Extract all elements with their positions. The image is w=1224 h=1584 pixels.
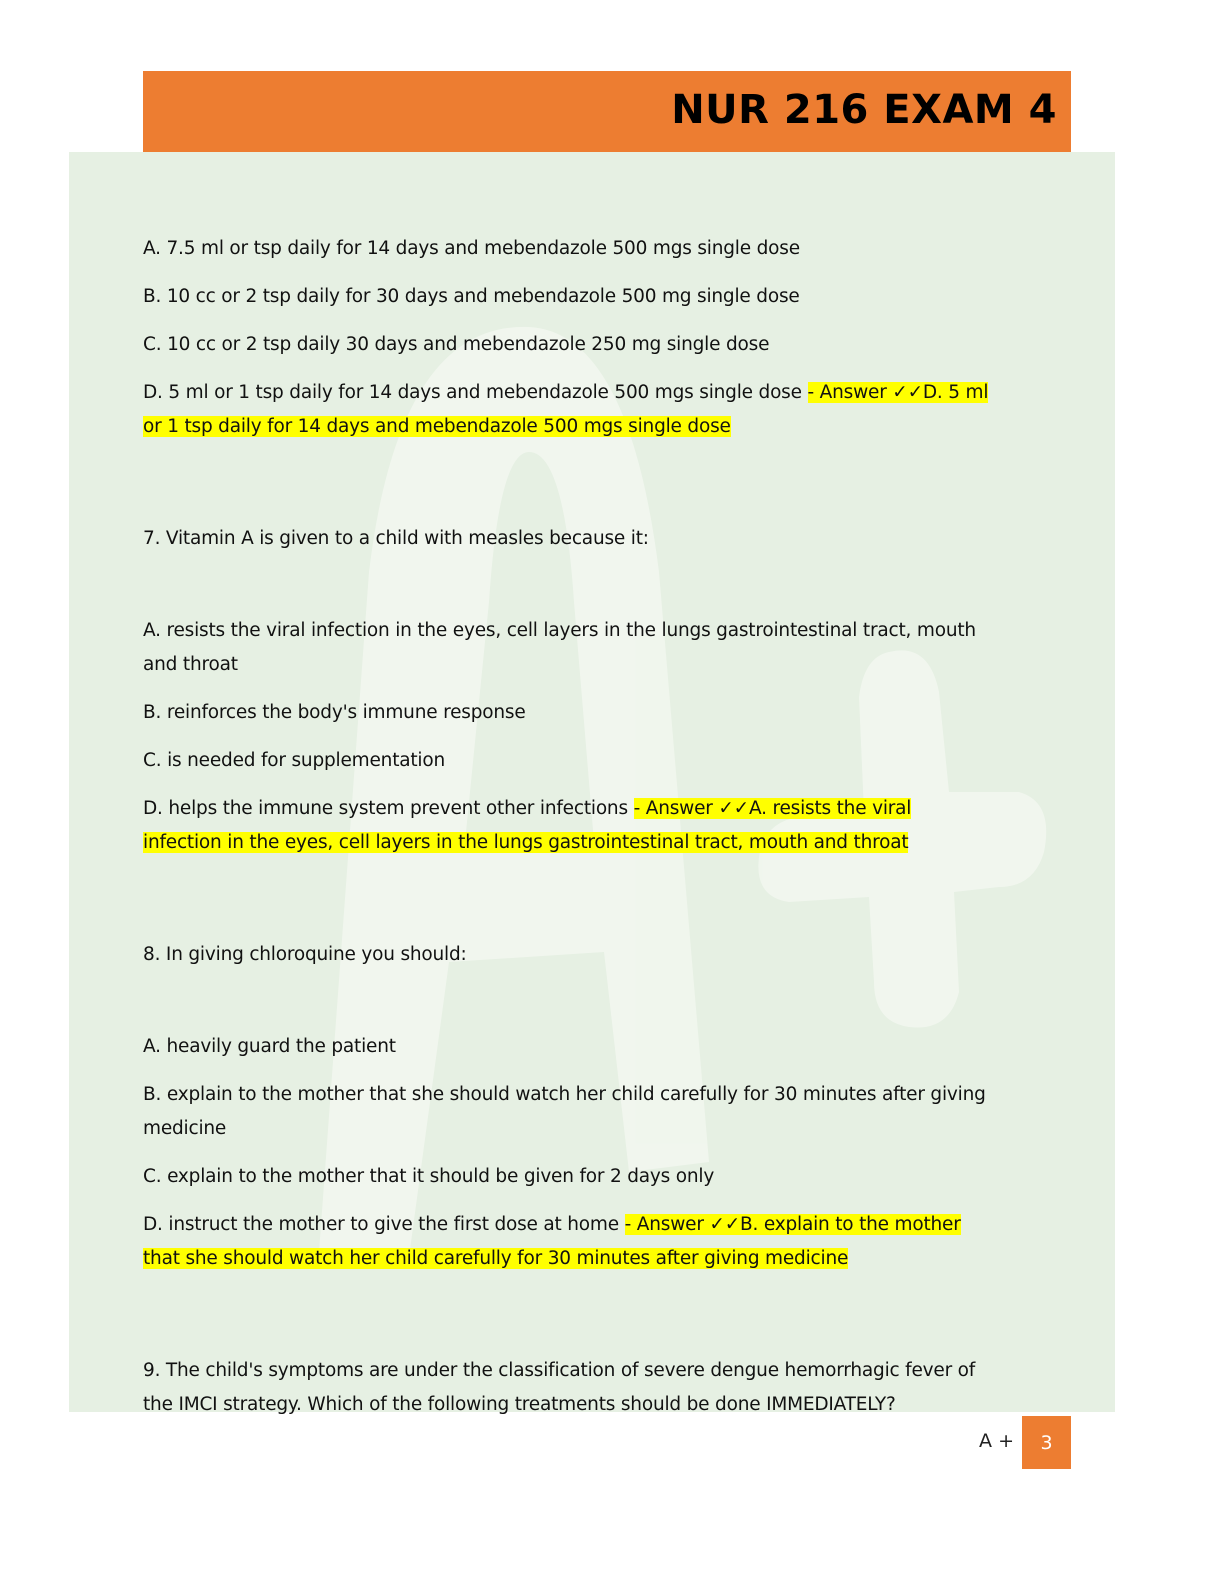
q7-option-a bbox=[143, 614, 1063, 682]
question-text: 9. The child's symptoms are under the classification of severe dengue hemorrhagic fever of bbox=[143, 1360, 976, 1381]
option-text: C. explain to the mother that it should be given for 2 days only bbox=[143, 1166, 715, 1187]
option-text: medicine bbox=[143, 1118, 227, 1139]
answer-highlight: infection in the eyes, cell layers in the lungs gastrointestinal tract, mouth and throat bbox=[143, 832, 909, 853]
option-text: B. explain to the mother that she should watch her child carefully for 30 minutes after giving bbox=[143, 1084, 986, 1105]
exam-content bbox=[143, 232, 1063, 1422]
option-text: B. 10 cc or 2 tsp daily for 30 days and mebendazole 500 mg single dose bbox=[143, 286, 800, 307]
answer-highlight: or 1 tsp daily for 14 days and mebendazole 500 mgs single dose bbox=[143, 416, 731, 437]
page-number: 3 bbox=[1040, 1431, 1053, 1454]
header-bar bbox=[143, 71, 1071, 152]
question-text: the IMCI strategy. Which of the following treatments should be done IMMEDIATELY? bbox=[143, 1394, 896, 1415]
option-text: A. heavily guard the patient bbox=[143, 1036, 396, 1057]
q6-option-b bbox=[143, 280, 1063, 314]
page-title: NUR 216 EXAM 4 bbox=[671, 87, 1057, 133]
question-8: 8. In giving chloroquine you should: bbox=[143, 944, 467, 965]
option-text: A. 7.5 ml or tsp daily for 14 days and mebendazole 500 mgs single dose bbox=[143, 238, 800, 259]
q6-option-a bbox=[143, 232, 1063, 266]
option-text: C. 10 cc or 2 tsp daily 30 days and mebendazole 250 mg single dose bbox=[143, 334, 770, 355]
option-text: A. resists the viral infection in the eyes, cell layers in the lungs gastrointestinal tract, mouth bbox=[143, 620, 976, 641]
question-7: 7. Vitamin A is given to a child with measles because it: bbox=[143, 528, 649, 549]
q7-option-b bbox=[143, 696, 1063, 730]
page-number-badge bbox=[1022, 1416, 1071, 1469]
question-9 bbox=[143, 1354, 1063, 1422]
answer-highlight: - Answer ✓✓B. explain to the mother bbox=[624, 1214, 961, 1235]
answer-highlight: - Answer ✓✓A. resists the viral bbox=[633, 798, 912, 819]
q8-option-a bbox=[143, 1030, 1063, 1064]
q6-option-c bbox=[143, 328, 1063, 362]
q6-option-d bbox=[143, 376, 1063, 444]
q7-option-d bbox=[143, 792, 1063, 860]
option-text: C. is needed for supplementation bbox=[143, 750, 446, 771]
answer-highlight: that she should watch her child carefully for 30 minutes after giving medicine bbox=[143, 1248, 849, 1269]
option-text: D. instruct the mother to give the first dose at home bbox=[143, 1214, 619, 1235]
q8-option-b bbox=[143, 1078, 1063, 1146]
option-text: and throat bbox=[143, 654, 238, 675]
q8-option-c bbox=[143, 1160, 1063, 1194]
q7-option-c bbox=[143, 744, 1063, 778]
answer-highlight: - Answer ✓✓D. 5 ml bbox=[807, 382, 989, 403]
option-text: D. 5 ml or 1 tsp daily for 14 days and mebendazole 500 mgs single dose bbox=[143, 382, 802, 403]
option-text: D. helps the immune system prevent other infections bbox=[143, 798, 628, 819]
q8-option-d bbox=[143, 1208, 1063, 1276]
footer-label: A + bbox=[979, 1430, 1014, 1452]
option-text: B. reinforces the body's immune response bbox=[143, 702, 526, 723]
